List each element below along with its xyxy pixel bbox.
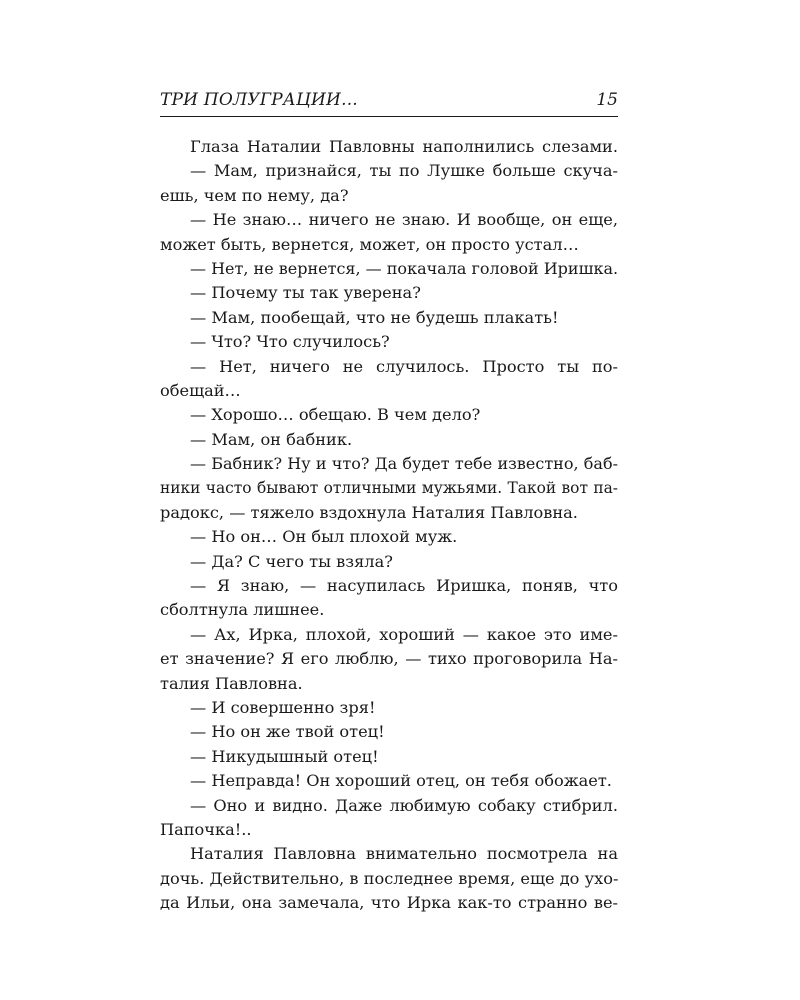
body-text (160, 135, 618, 916)
text-line: — Мам, он бабник. (190, 429, 353, 449)
text-line: — Почему ты так уверена? (190, 283, 421, 303)
text-line: Наталия Павловна внимательно посмотрела на (190, 844, 618, 864)
text-line: может быть, вернется, может, он просто устал… (160, 234, 579, 254)
text-line: — Нет, не вернется, — покачала головой Иришка. (190, 258, 619, 278)
text-line: — Бабник? Ну и что? Да будет тебе известно, баб- (190, 454, 618, 474)
text-line: — Мам, признайся, ты по Лушке больше скуча- (190, 161, 618, 181)
text-line: дочь. Действительно, в последнее время, еще до ухо- (160, 868, 619, 888)
text-line: ет значение? Я его люблю, — тихо проговорила На- (160, 649, 618, 669)
text-line: — Но он же твой отец! (190, 722, 385, 742)
text-line: — Но он… Он был плохой муж. (190, 527, 458, 547)
text-line: — Оно и видно. Даже любимую собаку стибрил. (190, 795, 618, 815)
text-line: ешь, чем по нему, да? (160, 185, 349, 205)
text-line: — Что? Что случилось? (190, 332, 390, 352)
text-line: — Хорошо… обещаю. В чем дело? (190, 405, 481, 425)
text-line: радокс, — тяжело вздохнула Наталия Павловна. (160, 502, 578, 522)
text-line: — Ах, Ирка, плохой, хороший — какое это име- (190, 624, 618, 644)
text-line: сболтнула лишнее. (160, 600, 325, 620)
text-line: Глаза Наталии Павловны наполнились слезами. (190, 137, 618, 156)
text-line: талия Павловна. (160, 673, 303, 693)
text-line: — Никудышный отец! (190, 746, 379, 766)
text-line: — Мам, пообещай, что не будешь плакать! (190, 307, 559, 327)
text-line: да Ильи, она замечала, что Ирка как-то странно ве- (160, 893, 618, 913)
text-line: — Я знаю, — насупилась Иришка, поняв, что (190, 576, 618, 596)
page-header (160, 86, 618, 117)
text-line: — Да? С чего ты взяла? (190, 551, 393, 571)
text-line: Папочка!.. (160, 819, 252, 839)
page-number: 15 (596, 90, 618, 110)
text-line: ники часто бывают отличными мужьями. Такой вот па- (160, 479, 618, 498)
text-line: — Неправда! Он хороший отец, он тебя обожает. (190, 771, 612, 791)
text-line: — И совершенно зря! (190, 697, 376, 717)
text-line: — Не знаю… ничего не знаю. И вообще, он еще, (190, 210, 618, 230)
text-line: — Нет, ничего не случилось. Просто ты по- (190, 356, 618, 376)
text-line: обещай… (160, 380, 241, 400)
running-title: ТРИ ПОЛУГРАЦИИ... (160, 90, 358, 110)
